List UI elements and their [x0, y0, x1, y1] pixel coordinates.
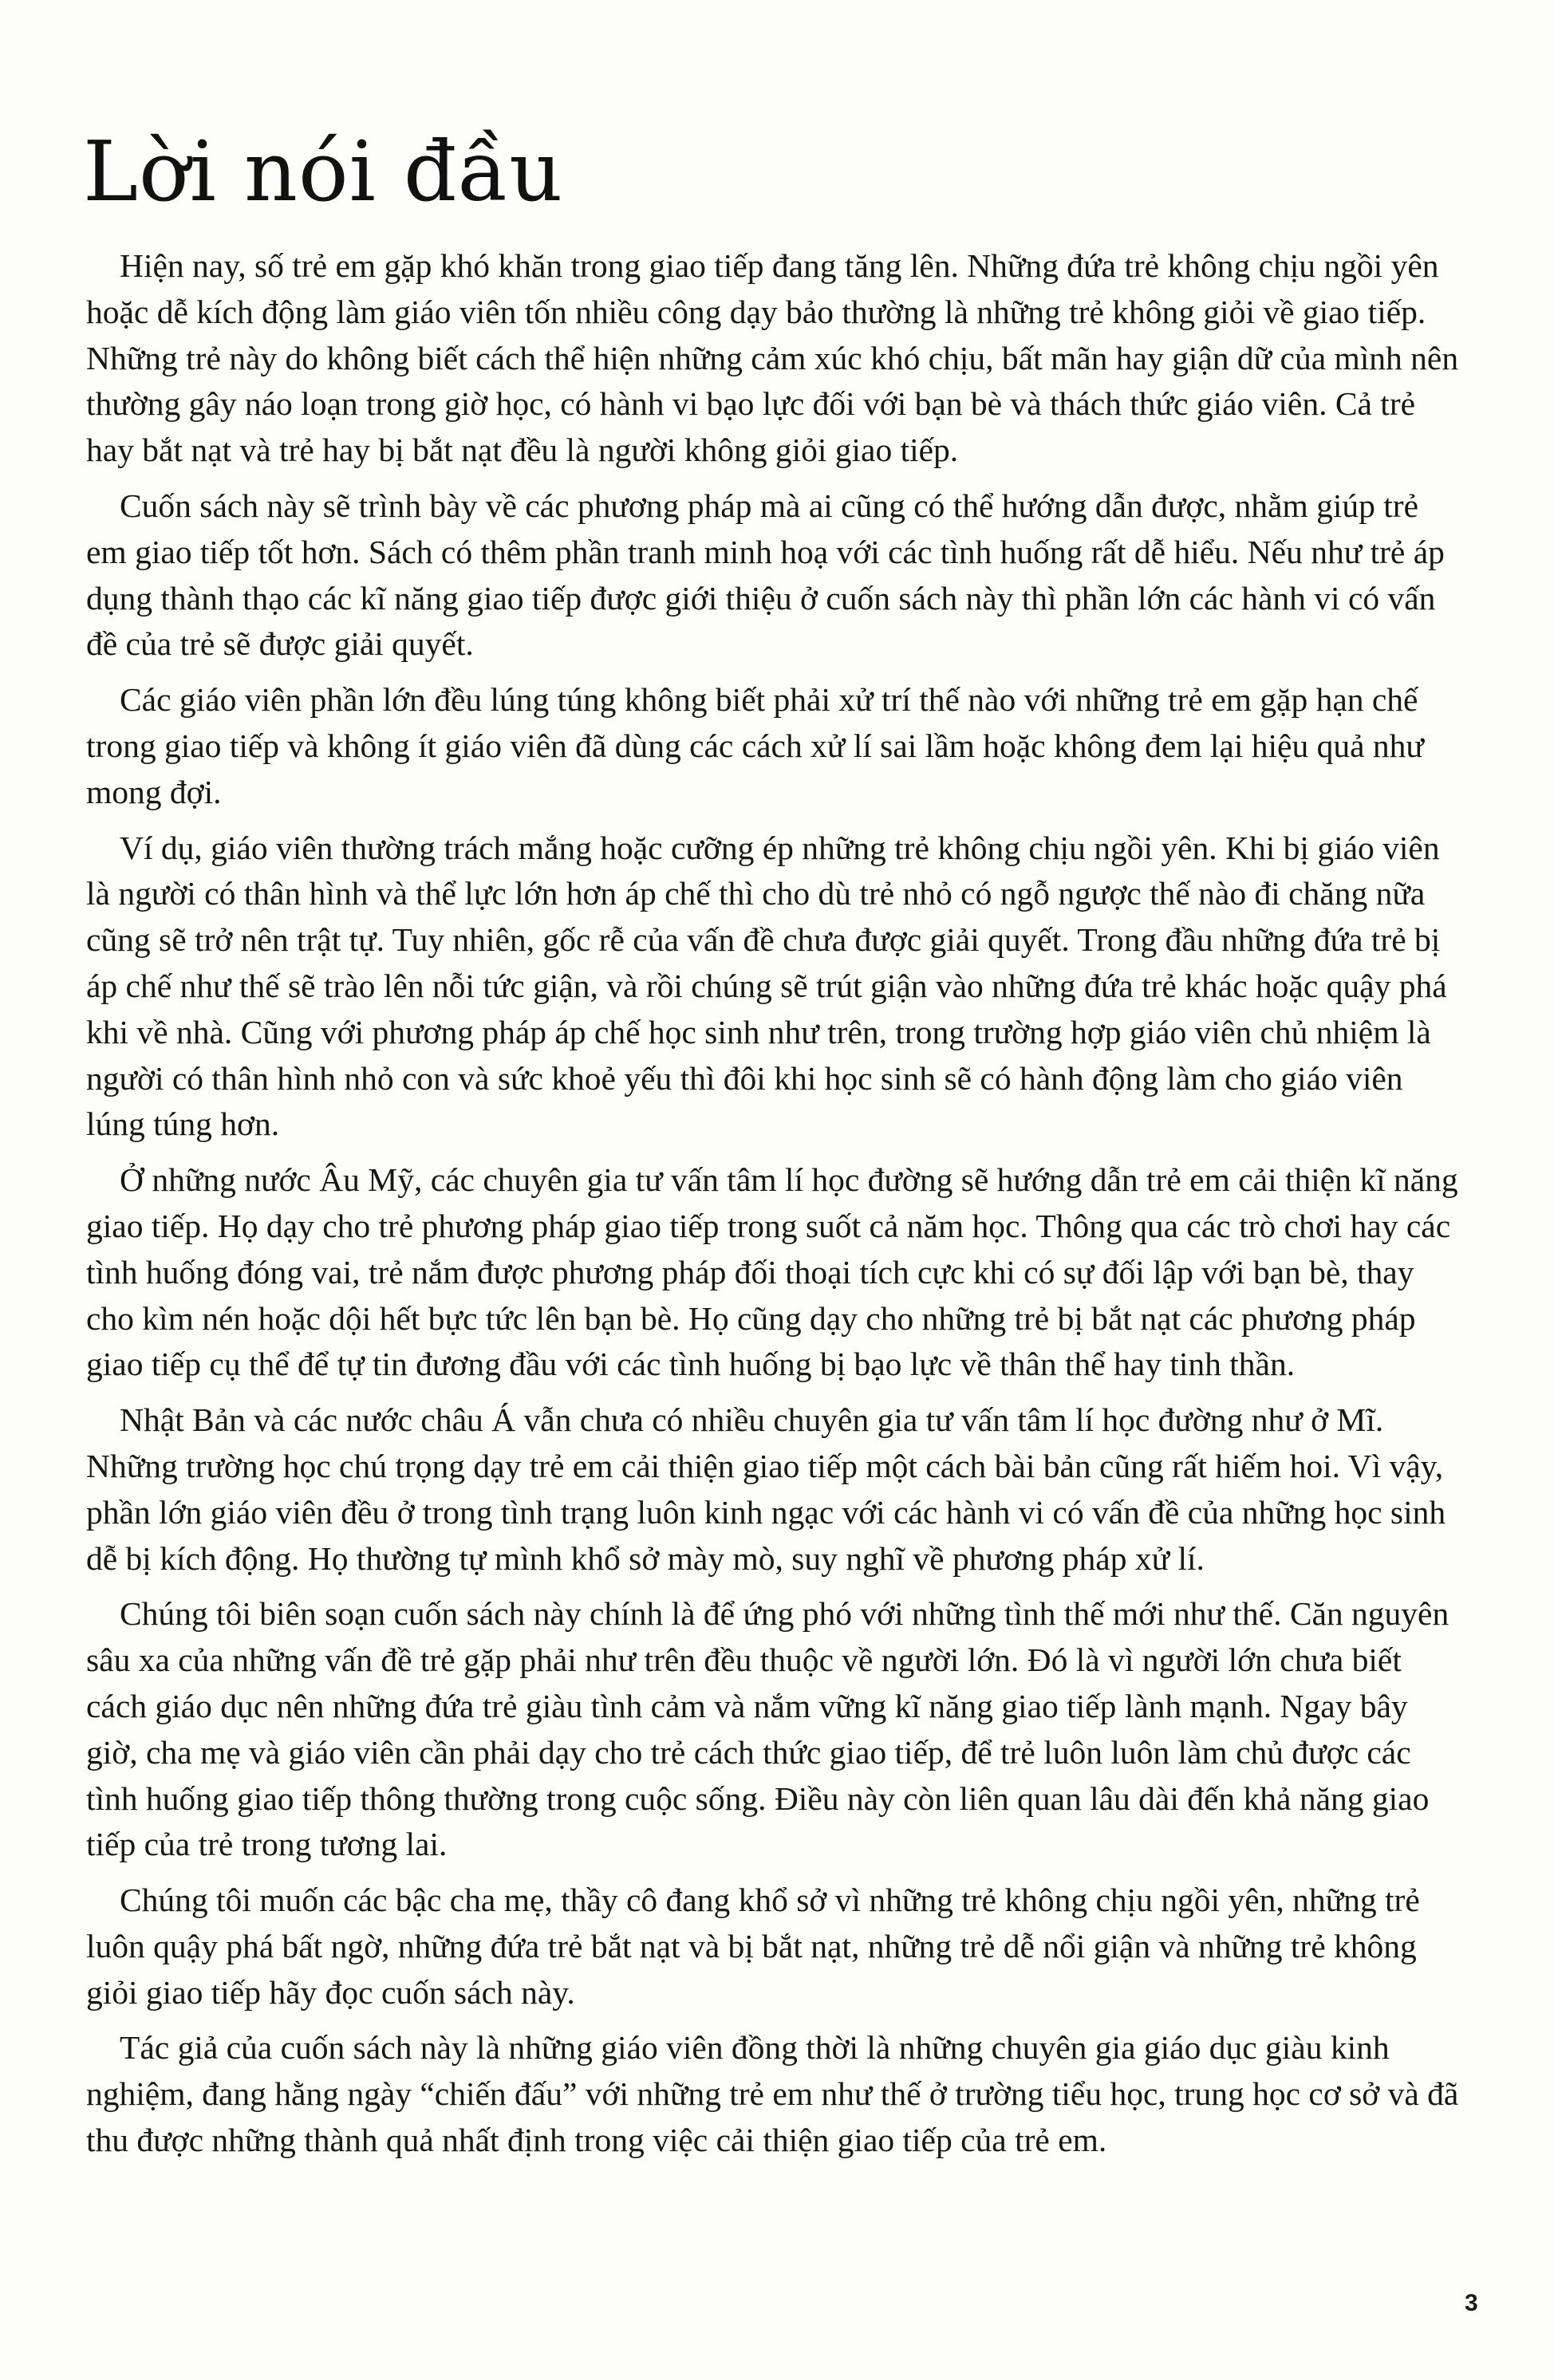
body-text — [86, 243, 1466, 2173]
paragraph-8: Chúng tôi muốn các bậc cha mẹ, thầy cô đang khổ sở vì những trẻ không chịu ngồi yên, những trẻ luôn quậy phá bất ngờ, những đứa trẻ bắt nạt và bị bắt nạt, những trẻ dễ nổi giận và những trẻ không giỏi giao tiếp hãy đọc cuốn sách này. — [86, 1882, 1420, 2011]
paragraph-3: Các giáo viên phần lớn đều lúng túng không biết phải xử trí thế nào với những trẻ em gặp hạn chế trong giao tiếp và không ít giáo viên đã dùng các cách xử lí sai lầm hoặc không đem lại hiệu quả như mong đợi. — [86, 681, 1424, 810]
paragraph-2: Cuốn sách này sẽ trình bày về các phương pháp mà ai cũng có thể hướng dẫn được, nhằm giúp trẻ em giao tiếp tốt hơn. Sách có thêm phần tranh minh hoạ với các tình huống rất dễ hiểu. Nếu như trẻ áp dụng thành thạo các kĩ năng giao tiếp được giới thiệu ở cuốn sách này thì phần lớn các hành vi có vấn đề của trẻ sẽ được giải quyết. — [86, 487, 1445, 663]
paragraph-7: Chúng tôi biên soạn cuốn sách này chính là để ứng phó với những tình thế mới như thế. Căn nguyên sâu xa của những vấn đề trẻ gặp phải như trên đều thuộc về người lớn. Đó là vì người lớn chưa biết cách giáo dục nên những đứa trẻ giàu tình cảm và nắm vững kĩ năng giao tiếp lành mạnh. Ngay bây giờ, cha mẹ và giáo viên cần phải dạy cho trẻ cách thức giao tiếp, để trẻ luôn luôn làm chủ được các tình huống giao tiếp thông thường trong cuộc sống. Điều này còn liên quan lâu dài đến khả năng giao tiếp của trẻ trong tương lai. — [86, 1595, 1449, 1863]
page-title: Lời nói đầu — [83, 123, 564, 220]
paragraph-1: Hiện nay, số trẻ em gặp khó khăn trong giao tiếp đang tăng lên. Những đứa trẻ không chịu ngồi yên hoặc dễ kích động làm giáo viên tốn nhiều công dạy bảo thường là những trẻ không giỏi về giao tiếp. Những trẻ này do không biết cách thể hiện những cảm xúc khó chịu, bất mãn hay giận dữ của mình nên thường gây náo loạn trong giờ học, có hành vi bạo lực đối với bạn bè và thách thức giáo viên. Cả trẻ hay bắt nạt và trẻ hay bị bắt nạt đều là người không giỏi giao tiếp. — [86, 247, 1459, 469]
paragraph-9: Tác giả của cuốn sách này là những giáo viên đồng thời là những chuyên gia giáo dục giàu kinh nghiệm, đang hằng ngày “chiến đấu” với những trẻ em như thế ở trường tiểu học, trung học cơ sở và đã thu được những thành quả nhất định trong việc cải thiện giao tiếp của trẻ em. — [86, 2029, 1459, 2159]
paragraph-4: Ví dụ, giáo viên thường trách mắng hoặc cưỡng ép những trẻ không chịu ngồi yên. Khi bị giáo viên là người có thân hình và thể lực lớn hơn áp chế thì cho dù trẻ nhỏ có ngỗ ngược thế nào đi chăng nữa cũng sẽ trở nên trật tự. Tuy nhiên, gốc rễ của vấn đề chưa được giải quyết. Trong đầu những đứa trẻ bị áp chế như thế sẽ trào lên nỗi tức giận, và rồi chúng sẽ trút giận vào những đứa trẻ khác hoặc quậy phá khi về nhà. Cũng với phương pháp áp chế học sinh như trên, trong trường hợp giáo viên chủ nhiệm là người có thân hình nhỏ con và sức khoẻ yếu thì đôi khi học sinh sẽ có hành động làm cho giáo viên lúng túng hơn. — [86, 829, 1447, 1143]
paragraph-6: Nhật Bản và các nước châu Á vẫn chưa có nhiều chuyên gia tư vấn tâm lí học đường như ở Mĩ. Những trường học chú trọng dạy trẻ em cải thiện giao tiếp một cách bài bản cũng rất hiếm hoi. Vì vậy, phần lớn giáo viên đều ở trong tình trạng luôn kinh ngạc với các hành vi có vấn đề của những học sinh dễ bị kích động. Họ thường tự mình khổ sở mày mò, suy nghĩ về phương pháp xử lí. — [86, 1401, 1446, 1577]
page-number: 3 — [1465, 2290, 1478, 2316]
paragraph-5: Ở những nước Âu Mỹ, các chuyên gia tư vấn tâm lí học đường sẽ hướng dẫn trẻ em cải thiện kĩ năng giao tiếp. Họ dạy cho trẻ phương pháp giao tiếp trong suốt cả năm học. Thông qua các trò chơi hay các tình huống đóng vai, trẻ nắm được phương pháp đối thoại tích cực khi có sự đối lập với bạn bè, thay cho kìm nén hoặc dội hết bực tức lên bạn bè. Họ cũng dạy cho những trẻ bị bắt nạt các phương pháp giao tiếp cụ thể để tự tin đương đầu với các tình huống bị bạo lực về thân thể hay tinh thần. — [86, 1161, 1458, 1383]
